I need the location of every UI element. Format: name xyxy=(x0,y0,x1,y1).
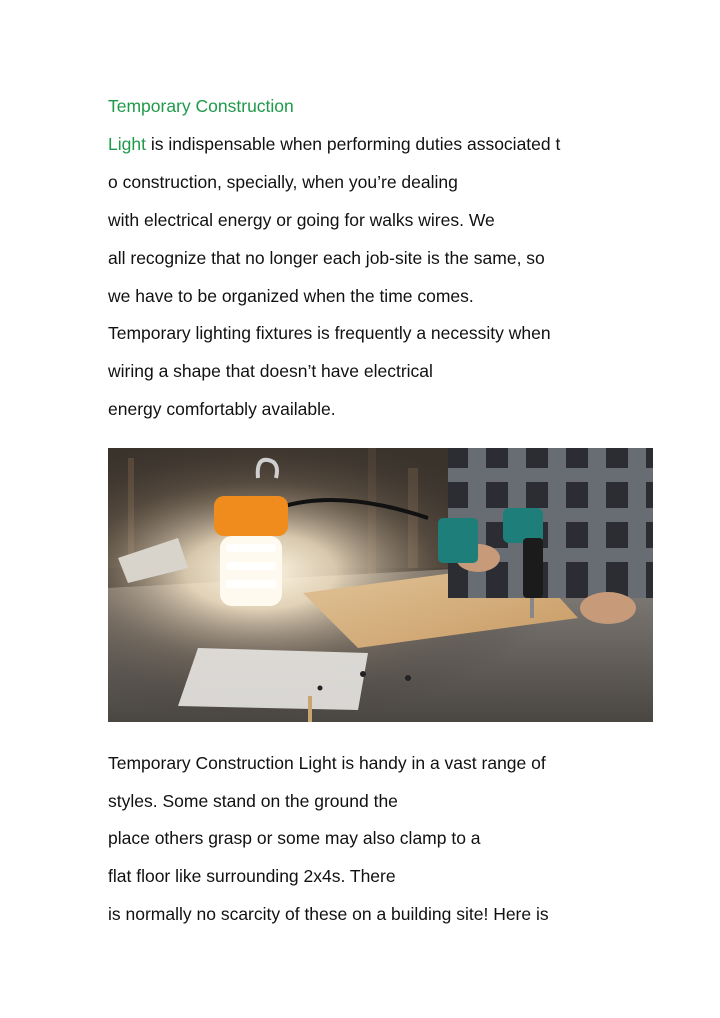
paragraph-line: o construction, specially, when you’re dealing xyxy=(108,172,458,192)
paragraph-line: styles. Some stand on the ground the xyxy=(108,791,398,811)
light-link[interactable]: Light xyxy=(108,134,146,154)
paragraph-line: flat floor like surrounding 2x4s. There xyxy=(108,866,396,886)
paragraph-line: place others grasp or some may also clamp to a xyxy=(108,828,481,848)
paragraph-line xyxy=(108,133,560,155)
paragraph-line: Temporary lighting fixtures is frequently a necessity when xyxy=(108,323,551,343)
paragraph-line: energy comfortably available. xyxy=(108,399,336,419)
paragraph-line: Temporary Construction Light is handy in a vast range of xyxy=(108,753,546,773)
temporary-construction-link[interactable]: Temporary Construction xyxy=(108,96,294,116)
paragraph-line: is normally no scarcity of these on a building site! Here is xyxy=(108,904,549,924)
paragraph-line: all recognize that no longer each job-site is the same, so xyxy=(108,248,545,268)
paragraph-line: we have to be organized when the time comes. xyxy=(108,286,474,306)
paragraph-line: with electrical energy or going for walks wires. We xyxy=(108,210,495,230)
paragraph-text: is indispensable when performing duties associated t xyxy=(145,134,561,154)
title-link[interactable] xyxy=(108,95,294,117)
paragraph-line: wiring a shape that doesn’t have electrical xyxy=(108,361,433,381)
construction-light-photo xyxy=(108,448,653,722)
